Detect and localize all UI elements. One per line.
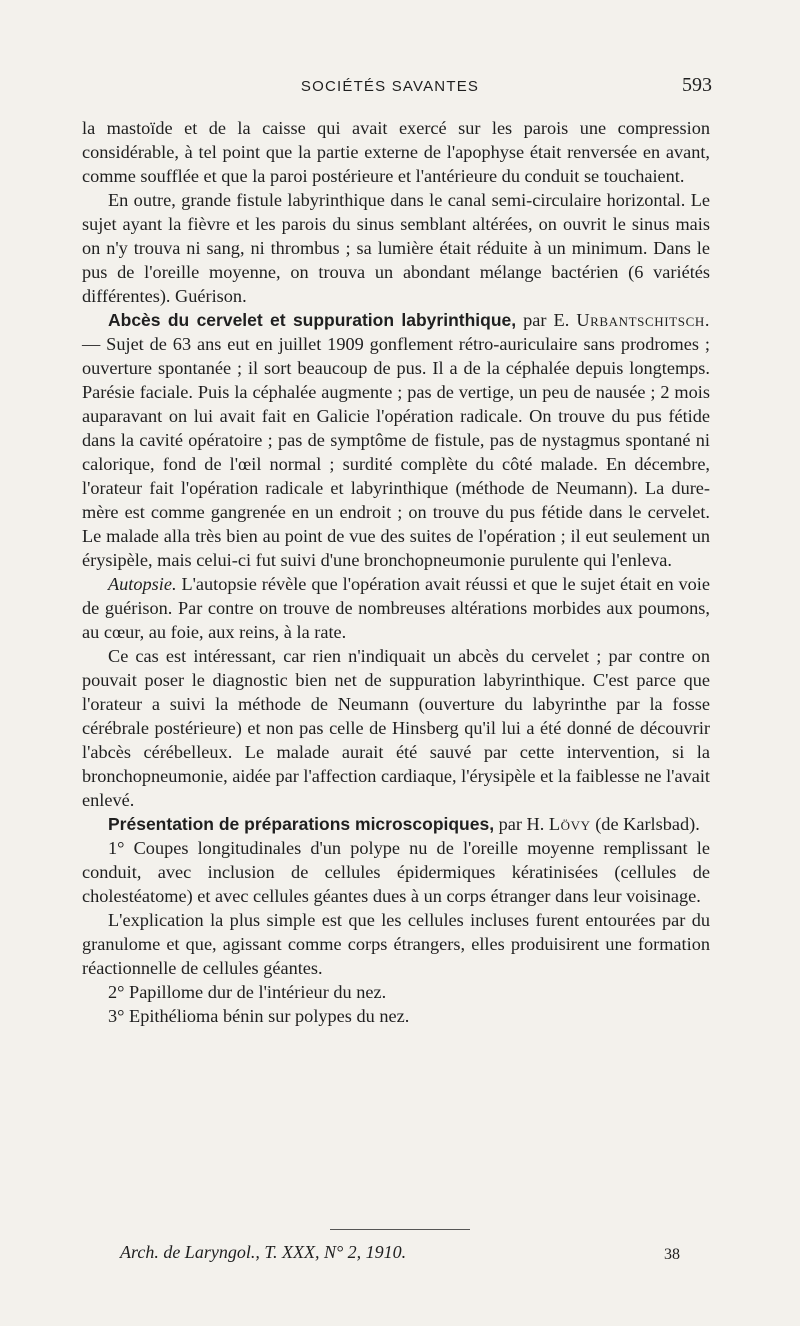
section-title: Présentation de préparations microscopiques, [108, 814, 495, 834]
paragraph: Ce cas est intéressant, car rien n'indiquait un abcès du cervelet ; par contre on pouvait poser le diagnostic bien net de suppuration labyrinthique. C'est parce que l'orateur a suivi la méthode de Neumann (ouverture du labyrinthe par la fosse cérébrale postérieure) et non pas celle de Hinsberg qu'il lui a été donné de découvrir l'abcès cérébelleux. Le malade aurait été sauvé par cette intervention, si la bronchopneumonie, aidée par l'affection cardiaque, l'érysipèle et la faiblesse ne l'avait enlevé. [82, 646, 710, 810]
paragraph-text: L'autopsie révèle que l'opération avait réussi et que le sujet était en voie de guérison. Par contre on trouve de nombreuses altérations morbides aux poumons, au cœur, au foie, aux reins, à la rate. [82, 574, 710, 642]
paragraph-text: — Sujet de 63 ans eut en juillet 1909 gonflement rétro-auriculaire sans prodromes ; ouverture spontanée ; il sort beaucoup de pus. Il a de la céphalée depuis longtemps. Parésie faciale. Puis la céphalée augmente ; pas de vertige, un peu de nausée ; 2 mois auparavant on lui avait fait en Galicie l'opération radicale. On trouve du pus fétide dans la cavité opératoire ; pas de symptôme de fistule, pas de nystagmus spontané ni calorique, fond de l'œil normal ; surdité complète du côté malade. En décembre, l'orateur fait l'opération radicale et labyrinthique (méthode de Neumann). La dure-mère est comme gangrenée en un endroit ; on trouve du pus fétide dans le cervelet. Le malade alla très bien au point de vue des suites de l'opération ; il eut seulement un érysipèle, mais celui-ci fut suivi d'une bronchopneumonie purulente qui l'enleva. [82, 334, 710, 570]
list-item: 3° Epithélioma bénin sur polypes du nez. [108, 1006, 410, 1026]
paragraph-text: (de Karlsbad). [590, 814, 700, 834]
author-name: Urbantschitsch. [576, 310, 710, 330]
list-item: 1° Coupes longitudinales d'un polype nu de l'oreille moyenne remplissant le conduit, avec inclusion de cellules épidermiques kératinisées (cellules de cholestéatome) et avec cellules géantes dues à un corps étranger dans leur voisinage. [82, 838, 710, 906]
page-number: 593 [682, 74, 712, 96]
paragraph: L'explication la plus simple est que les cellules incluses furent entourées par du granulome et que, agissant comme corps étrangers, elles produisirent une formation réactionnelle de cellules géantes. [82, 910, 710, 978]
author-name: Lövy [548, 814, 591, 834]
paragraph: En outre, grande fistule labyrinthique dans le canal semi-circulaire horizontal. Le sujet ayant la fièvre et les parois du sinus semblant altérées, on ouvrit le sinus mais on n'y trouva ni sang, ni thrombus ; sa lumière était réduite à un minimum. Dans le pus de l'oreille moyenne, on trouva un abondant mélange bactérien (6 variétés différentes). Guérison. [82, 190, 710, 306]
running-head: SOCIÉTÉS SAVANTES [300, 78, 480, 95]
footer-rule [330, 1229, 470, 1230]
section-abces-cervelet [82, 308, 710, 572]
paragraph: la mastoïde et de la caisse qui avait exercé sur les parois une compression considérable, à tel point que la partie externe de l'apophyse était renversée en avant, comme soufflée et que la paroi postérieure et l'antérieure du conduit se touchaient. [82, 118, 710, 186]
journal-citation: Arch. de Laryngol., T. XXX, N° 2, 1910. [120, 1242, 407, 1262]
page-header [68, 74, 712, 104]
signature-mark: 38 [664, 1246, 680, 1263]
list-item: 2° Papillome dur de l'intérieur du nez. [108, 982, 387, 1002]
by-text: par H. [494, 814, 549, 834]
article-body [82, 116, 710, 1028]
page-footer [82, 1242, 710, 1272]
section-presentation [82, 812, 710, 836]
section-title: Abcès du cervelet et suppuration labyrinthique, [108, 310, 517, 330]
paragraph-autopsie [82, 572, 710, 644]
by-text: par E. [516, 310, 577, 330]
autopsie-label: Autopsie. [108, 574, 177, 594]
